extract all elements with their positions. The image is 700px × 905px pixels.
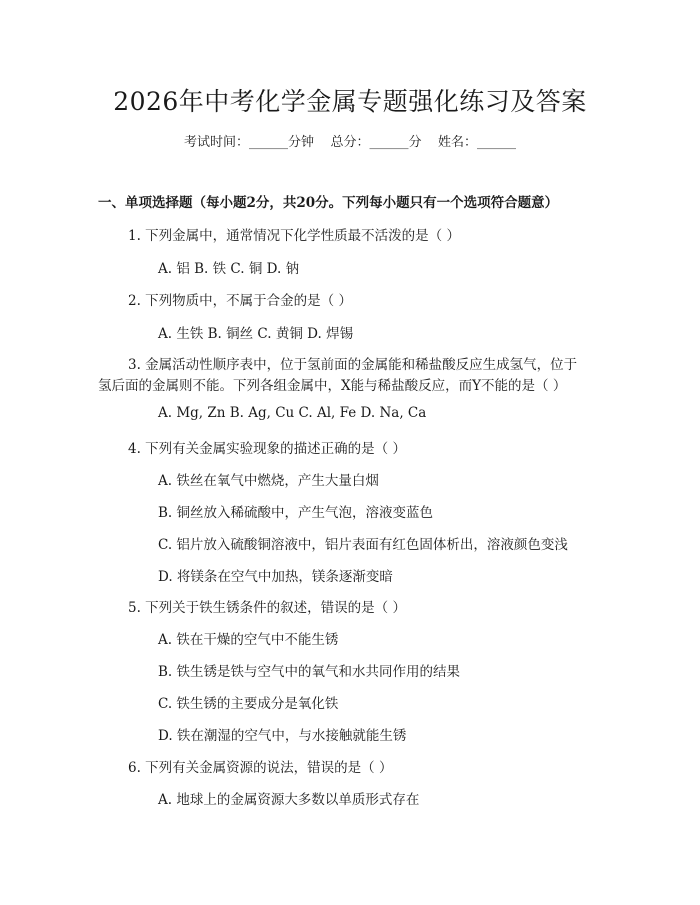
question-1-options: A. 铝 B. 铁 C. 铜 D. 钠 — [158, 261, 300, 277]
question-2: 2. 下列物质中，不属于合金的是（ ） — [128, 293, 352, 309]
question-5-option-b: B. 铁生锈是铁与空气中的氧气和水共同作用的结果 — [158, 664, 461, 680]
question-6-option-a: A. 地球上的金属资源大多数以单质形式存在 — [158, 792, 420, 808]
question-4-option-a: A. 铁丝在氧气中燃烧，产生大量白烟 — [158, 473, 379, 489]
question-2-options: A. 生铁 B. 铜丝 C. 黄铜 D. 焊锡 — [158, 326, 354, 342]
question-5: 5. 下列关于铁生锈条件的叙述，错误的是（ ） — [128, 600, 406, 616]
question-4-option-b: B. 铜丝放入稀硫酸中，产生气泡，溶液变蓝色 — [158, 505, 434, 521]
question-5-option-a: A. 铁在干燥的空气中不能生锈 — [158, 632, 339, 648]
question-5-option-c: C. 铁生锈的主要成分是氧化铁 — [158, 696, 339, 712]
question-1: 1. 下列金属中，通常情况下化学性质最不活泼的是（ ） — [128, 228, 460, 244]
question-5-option-d: D. 铁在潮湿的空气中，与水接触就能生锈 — [158, 728, 407, 744]
question-4: 4. 下列有关金属实验现象的描述正确的是（ ） — [128, 441, 406, 457]
question-3-line-1: 3. 金属活动性顺序表中，位于氢前面的金属能和稀盐酸反应生成氢气，位于 — [128, 357, 578, 373]
section-heading: 一、单项选择题（每小题2分，共20分。下列每小题只有一个选项符合题意） — [98, 195, 559, 211]
question-6: 6. 下列有关金属资源的说法，错误的是（ ） — [128, 760, 393, 776]
exam-info-line: 考试时间：______分钟 总分：______分 姓名：______ — [183, 135, 517, 150]
question-4-option-d: D. 将镁条在空气中加热，镁条逐渐变暗 — [158, 569, 393, 585]
question-3-line-2: 氢后面的金属则不能。下列各组金属中，X能与稀盐酸反应，而Y不能的是（ ） — [98, 378, 567, 394]
question-3-options: A. Mg, Zn B. Ag, Cu C. Al, Fe D. Na, Ca — [158, 405, 427, 421]
question-4-option-c: C. 铝片放入硫酸铜溶液中，铝片表面有红色固体析出，溶液颜色变浅 — [158, 537, 568, 553]
page-title: 2026年中考化学金属专题强化练习及答案 — [113, 87, 587, 116]
